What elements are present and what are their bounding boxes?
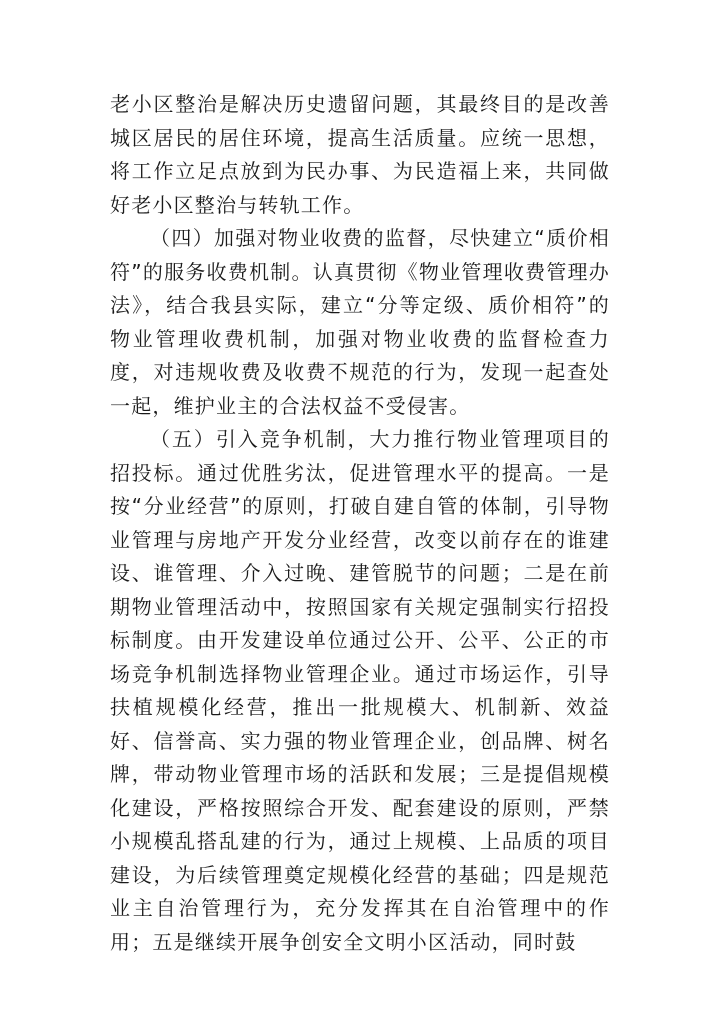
paragraph-continuation: 老小区整治是解决历史遗留问题，其最终目的是改善城区居民的居住环境，提高生活质量。应统一思想，将工作立足点放到为民办事、为民造福上来，共同做好老小区整治与转轨工作。 — [110, 92, 610, 217]
document-body — [110, 88, 610, 959]
paragraph-section-four: （四）加强对物业收费的监督，尽快建立“质价相符”的服务收费机制。认真贯彻《物业管理收费管理办法》，结合我县实际，建立“分等定级、质价相符”的物业管理收费机制，加强对物业收费的监督检查力度，对违规收费及收费不规范的行为，发现一起查处一起，维护业主的合法权益不受侵害。 — [110, 226, 610, 418]
paragraph-section-five: （五）引入竞争机制，大力推行物业管理项目的招投标。通过优胜劣汰，促进管理水平的提高。一是按“分业经营”的原则，打破自建自管的体制，引导物业管理与房地产开发分业经营，改变以前存在的谁建设、谁管理、介入过晚、建管脱节的问题；二是在前期物业管理活动中，按照国家有关规定强制实行招投标制度。由开发建设单位通过公开、公平、公正的市场竞争机制选择物业管理企业。通过市场运作，引导扶植规模化经营，推出一批规模大、机制新、效益好、信誉高、实力强的物业管理企业，创品牌、树名牌，带动物业管理市场的活跃和发展；三是提倡规模化建设，严格按照综合开发、配套建设的原则，严禁小规模乱搭乱建的行为，通过上规模、上品质的项目建设，为后续管理奠定规模化经营的基础；四是规范业主自治管理行为，充分发挥其在自治管理中的作用；五是继续开展争创安全文明小区活动，同时鼓 — [110, 427, 610, 954]
